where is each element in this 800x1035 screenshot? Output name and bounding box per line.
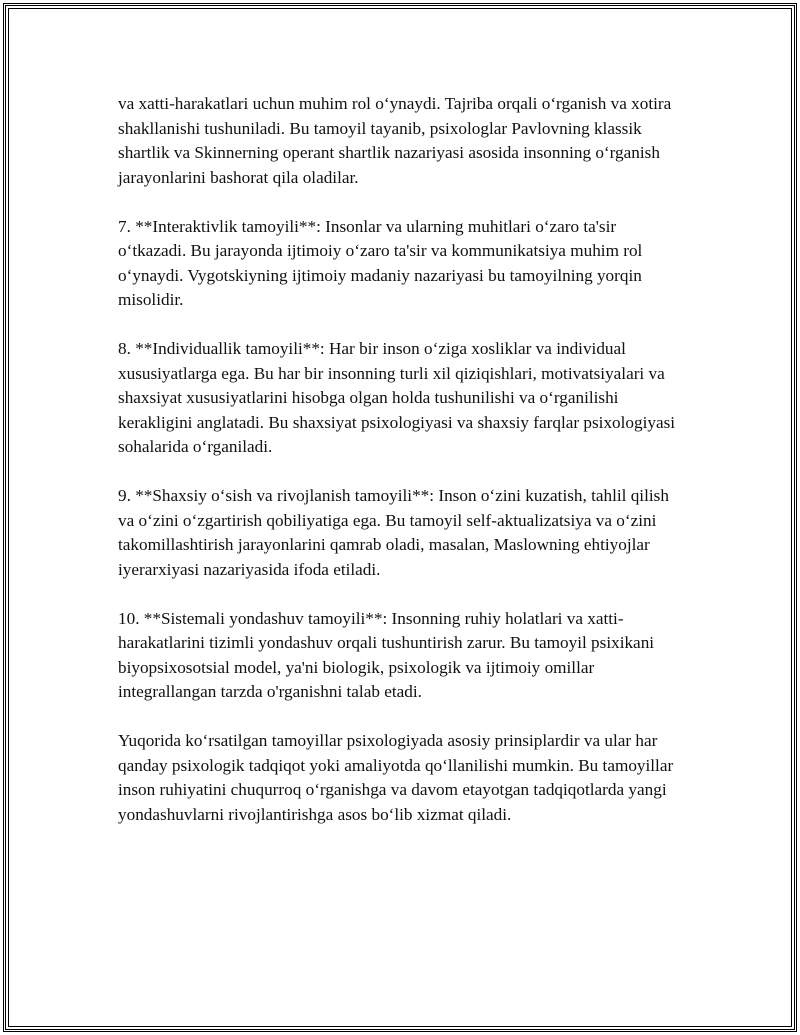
paragraph-continuation: va xatti-harakatlari uchun muhim rol o‘ynaydi. Tajriba orqali o‘rganish va xotira shakllanishi tushuniladi. Bu tamoyil tayanib, psixologlar Pavlovning klassik shartlik va Skinnerning operant shartlik nazariyasi asosida insonning o‘rganish jarayonlarini bashorat qila oladilar.: [118, 94, 672, 187]
paragraph-systemic-approach-principle: 10. **Sistemali yondashuv tamoyili**: Insonning ruhiy holatlari va xatti-harakatlarini tizimli yondashuv orqali tushuntirish zarur. Bu tamoyil psixikani biyopsixosotsial model, ya'ni biologik, psixologik va ijtimoiy omillar integrallangan tarzda o'rganishni talab etadi.: [118, 608, 655, 701]
paragraph-individuality-principle: 8. **Individuallik tamoyili**: Har bir inson o‘ziga xosliklar va individual xususiyatlarga ega. Bu har bir insonning turli xil qiziqishlari, motivatsiyalari va shaxsiyat xususiyatlarini hisobga olgan holda tushunilishi va o‘rganilishi kerakligini anglatadi. Bu shaxsiyat psixologiyasi va shaxsiy farqlar psixologiyasi sohalarida o‘rganiladi.: [118, 339, 676, 456]
paragraph-personal-growth-principle: 9. **Shaxsiy o‘sish va rivojlanish tamoyili**: Inson o‘zini kuzatish, tahlil qilish va o‘zini o‘zgartirish qobiliyatiga ega. Bu tamoyil self-aktualizatsiya va o‘zini takomillashtirish jarayonlarini qamrab oladi, masalan, Maslowning ehtiyojlar iyerarxiyasi nazariyasida ifoda etiladi.: [118, 486, 669, 579]
paragraph-interactivity-principle: 7. **Interaktivlik tamoyili**: Insonlar va ularning muhitlari o‘zaro ta'sir o‘tkazadi. Bu jarayonda ijtimoiy o‘zaro ta'sir va kommunikatsiya muhim rol o‘ynaydi. Vygotskiyning ijtimoiy madaniy nazariyasi bu tamoyilning yorqin misolidir.: [118, 216, 643, 309]
paragraph-conclusion: Yuqorida ko‘rsatilgan tamoyillar psixologiyada asosiy prinsiplardir va ular har qanday psixologik tadqiqot yoki amaliyotda qo‘llanilishi mumkin. Bu tamoyillar inson ruhiyatini chuqurroq o‘rganishga va davom etayotgan tadqiqotlarda yangi yondashuvlarni rivojlantirishga asos bo‘lib xizmat qiladi.: [118, 731, 674, 824]
document-body: [118, 92, 688, 852]
